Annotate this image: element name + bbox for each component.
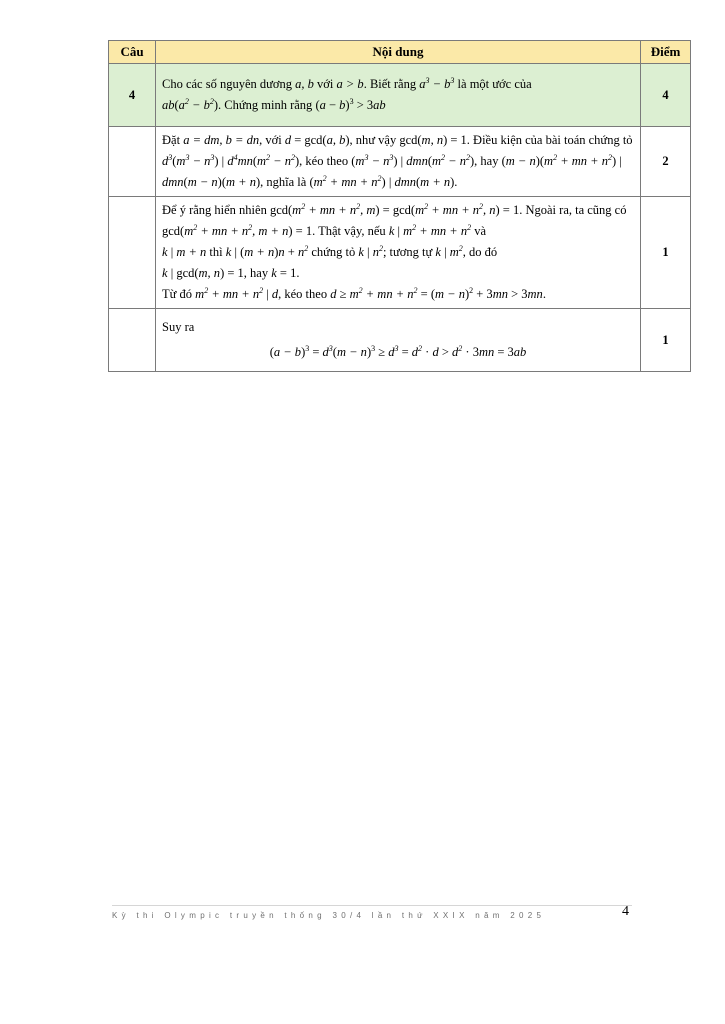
step-2-content: Để ý rằng hiển nhiên $\gcd(m^2$ + mn + $n^2$, $m) = \gcd(m^2$ + mn + $n^2$, n) = 1. Ngoài ra, ta cũng có $\gcd(m^2$ + mn + $n^2$, m + n) = 1. Thật vậy, nếu k | $m^2$ + mn + $n^2$ và k | m + n thì k | $(m + n)n + n^2$ chứng tỏ k | $n^2$; tương tự k | $m^2$, do đó k | gcd(m, n) = 1, hay k = 1. Từ đó $m^2$ + mn + $n^2$ | d, kéo theo $d \ge m^2$ + mn + $n^2 = (m - n)^2 + 3mn > 3mn$. (156, 197, 641, 309)
solution-table (108, 40, 691, 372)
step-3-content (156, 309, 641, 372)
step-1-score: 2 (641, 127, 691, 197)
header-diem: Điểm (641, 41, 691, 64)
problem-statement: Cho các số nguyên dương a, b với a > b. Biết rằng $a^3 - b^3$ là một ước của $ab(a^2 - b^2)$. Chứng minh rằng $(a - b)^3 > 3ab$ (156, 64, 641, 127)
problem-score: 4 (641, 64, 691, 127)
step-2-number (109, 197, 156, 309)
header-cau: Câu (109, 41, 156, 64)
step-1-number (109, 127, 156, 197)
page-footer: Kỳ thi Olympic truyền thống 30/4 lần thứ XXIX năm 2025 (112, 905, 632, 920)
final-inequality: $(a - b)^3 = d^3(m - n)^3 \ge d^3 = d^2 \cdot d > d^2 \cdot 3mn = 3ab$ (269, 344, 527, 359)
header-row (109, 41, 691, 64)
step-3-intro: Suy ra (162, 320, 195, 334)
problem-number: 4 (109, 64, 156, 127)
step-2-score: 1 (641, 197, 691, 309)
step-3-number (109, 309, 156, 372)
header-noi-dung: Nội dung (156, 41, 641, 64)
step-1-row (109, 127, 691, 197)
step-3-score: 1 (641, 309, 691, 372)
problem-row (109, 64, 691, 127)
step-2-row (109, 197, 691, 309)
step-3-row (109, 309, 691, 372)
step-1-content: Đặt a = dm, b = dn, với d = gcd(a, b), như vậy gcd(m, n) = 1. Điều kiện của bài toán chứng tỏ $d^3(m^3 - n^3)$ | $d^4mn(m^2 - n^2)$, kéo theo $(m^3 - n^3)$ | $dmn(m^2 - n^2)$, hay $(m - n)(m^2$ + mn + $n^2$) | dmn(m − n)(m + n), nghĩa là ($m^2$ + mn + $n^2$) | dmn(m + n). (156, 127, 641, 197)
page-number: 4 (622, 904, 629, 919)
